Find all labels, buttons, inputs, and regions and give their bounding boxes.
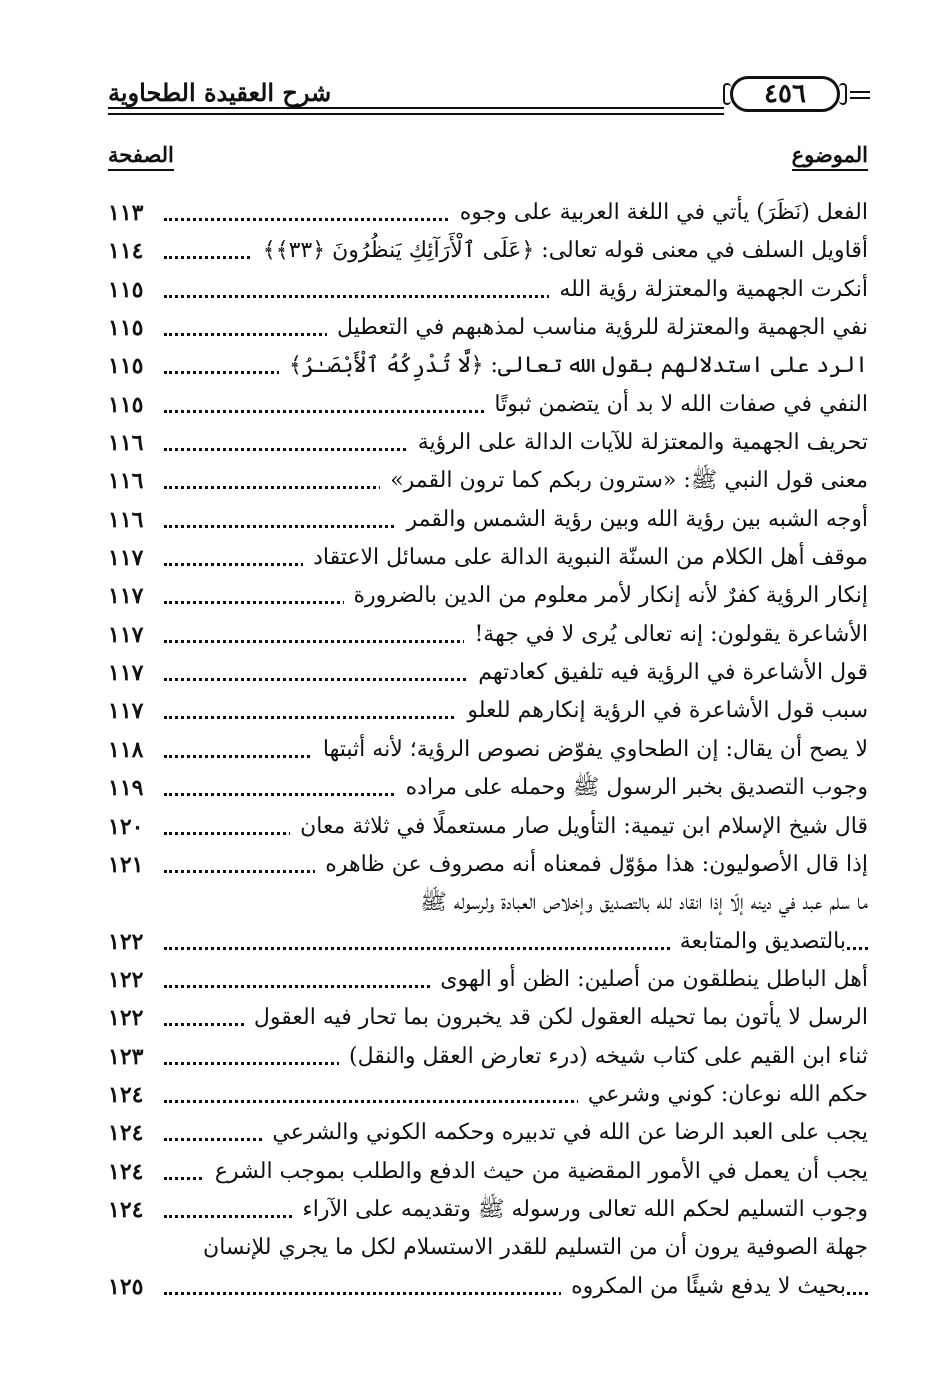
entry-page-number: ١١٦: [108, 462, 147, 500]
entry-title: معنى قول النبي ﷺ: «سترون ربكم كما ترون القمر»: [380, 462, 868, 500]
entry-page-number: ١١٤: [108, 232, 147, 270]
toc-entry: [108, 769, 868, 807]
toc-entry: [108, 501, 868, 539]
header-rule: [850, 91, 870, 93]
entry-title: قول الأشاعرة في الرؤية فيه تلفيق كعادتهم: [468, 654, 868, 692]
toc-entry: [108, 731, 868, 769]
entry-page-number: ١٢٤: [108, 1153, 147, 1191]
entry-title: تحريف الجهمية والمعتزلة للآيات الدالة على الرؤية: [408, 424, 868, 462]
entry-title: إذا قال الأصوليون: هذا مؤوّل فمعناه أنه مصروف عن ظاهره: [315, 846, 868, 884]
entry-title: الأشاعرة يقولون: إنه تعالى يُرى لا في جهة!: [464, 616, 868, 654]
header-rule: [108, 113, 724, 115]
header-rule: [850, 97, 870, 99]
entry-title: أهل الباطل ينطلقون من أصلين: الظن أو الهوى: [430, 961, 868, 999]
toc-entry: [108, 1229, 868, 1267]
toc-entry: [108, 1268, 868, 1306]
entry-title: النفي في صفات الله لا بد أن يتضمن ثبوتًا: [484, 386, 868, 424]
entry-title: إنكار الرؤية كفرٌ لأنه إنكار لأمر معلوم من الدين بالضرورة: [344, 577, 869, 615]
entry-page-number: ١٢٠: [108, 808, 147, 846]
toc-entry: [108, 808, 868, 846]
entry-page-number: ١١٥: [108, 347, 147, 385]
toc-entry: [108, 462, 868, 500]
toc-entry: [108, 1114, 868, 1152]
topic-column-heading: الموضوع: [792, 142, 868, 171]
entry-page-number: ١٢٥: [108, 1268, 147, 1306]
toc-entry: [108, 577, 868, 615]
entry-page-number: ١٢٤: [108, 1191, 147, 1229]
toc-entry: [108, 616, 868, 654]
entry-title: جهلة الصوفية يرون أن من التسليم للقدر الاستسلام لكل ما يجري للإنسان: [193, 1229, 868, 1267]
toc-entry: [108, 271, 868, 309]
toc-entry: [108, 1076, 868, 1114]
entry-title: يجب على العبد الرضا عن الله في تدبيره وحكمه الكوني والشرعي: [262, 1114, 868, 1152]
toc-entry: [108, 539, 868, 577]
entry-page-number: ١١٥: [108, 309, 147, 347]
toc-entry: [108, 846, 868, 884]
toc-entry: [108, 232, 868, 270]
entry-title: وجوب التصديق بخبر الرسول ﷺ وحمله على مراده: [396, 769, 868, 807]
entry-page-number: ١٢٣: [108, 1038, 147, 1076]
page-number: ٤٥٦: [764, 79, 806, 109]
column-headings: [108, 142, 868, 182]
toc-entry: [108, 309, 868, 347]
entry-page-number: ١١٧: [108, 692, 147, 730]
entry-title: سبب قول الأشاعرة في الرؤية إنكارهم للعلو: [457, 692, 868, 730]
entry-page-number: ١٢١: [108, 846, 147, 884]
toc-entry: [108, 884, 868, 922]
entry-title: نفي الجهمية والمعتزلة للرؤية مناسب لمذهبهم في التعطيل: [327, 309, 868, 347]
entry-page-number: ١١٧: [108, 616, 147, 654]
entry-page-number: ١٢٢: [108, 999, 147, 1037]
toc-entry: [108, 1153, 868, 1191]
header-rule: [108, 107, 724, 109]
entry-page-number: ١١٨: [108, 731, 147, 769]
entry-title: لا يصح أن يقال: إن الطحاوي يفوّض نصوص الرؤية؛ لأنه أثبتها: [313, 731, 868, 769]
toc-entry: [108, 999, 868, 1037]
entry-title: أقاويل السلف في معنى قوله تعالى: ﴿عَلَى ٱلْأَرَآئِكِ يَنظُرُونَ ﴿٣٣﴾﴾: [253, 232, 868, 270]
page-header: [108, 64, 868, 128]
toc-entry: [108, 347, 868, 385]
entry-title: أوجه الشبه بين رؤية الله وبين رؤية الشمس والقمر: [397, 501, 868, 539]
entry-page-number: ١١٧: [108, 577, 147, 615]
entry-page-number: ١١٧: [108, 654, 147, 692]
entry-page-number: ١١٦: [108, 501, 147, 539]
entry-title: موقف أهل الكلام من السنّة النبوية الدالة على مسائل الاعتقاد: [303, 539, 868, 577]
entry-title: وجوب التسليم لحكم الله تعالى ورسوله ﷺ وتقديمه على الآراء: [292, 1191, 868, 1229]
entry-page-number: ١٢٤: [108, 1114, 147, 1152]
entry-page-number: ١١٣: [108, 194, 147, 232]
entry-title: يجب أن يعمل في الأمور المقضية من حيث الدفع والطلب بموجب الشرع: [205, 1153, 868, 1191]
toc-entry: [108, 386, 868, 424]
entry-page-number: ١١٥: [108, 386, 147, 424]
page-number-badge: [730, 76, 840, 112]
toc-entry: [108, 692, 868, 730]
entry-title: الرد على استدلالهم بقول الله تعالى: ﴿لَّا تُدْرِكُهُ ٱلْأَبْصَـٰرُ﴾: [279, 347, 868, 385]
entry-title: ما سلم عبد في دينه إلّا إذا انقاد لله بالتصديق وإخلاص العبادة ولرسوله ﷺ: [410, 884, 868, 922]
toc-entries: [108, 194, 868, 1306]
entry-title: ثناء ابن القيم على كتاب شيخه (درء تعارض العقل والنقل): [339, 1038, 868, 1076]
entry-title: قال شيخ الإسلام ابن تيمية: التأويل صار مستعملًا في ثلاثة معان: [290, 808, 868, 846]
entry-page-number: ١٢٢: [108, 923, 147, 961]
entry-title: بحيث لا يدفع شيئًا من المكروه: [561, 1268, 846, 1306]
toc-entry: [108, 654, 868, 692]
entry-title: الفعل (نَظَرَ) يأتي في اللغة العربية على وجوه: [450, 194, 868, 232]
entry-title: بالتصديق والمتابعة: [670, 923, 846, 961]
toc-entry: [108, 424, 868, 462]
toc-entry: [108, 961, 868, 999]
running-title: شرح العقيدة الطحاوية: [108, 78, 332, 107]
toc-entry: [108, 1038, 868, 1076]
entry-page-number: ١١٧: [108, 539, 147, 577]
entry-title: أنكرت الجهمية والمعتزلة رؤية الله: [549, 271, 868, 309]
entry-page-number: ١٢٢: [108, 961, 147, 999]
toc-entry: [108, 923, 868, 961]
entry-page-number: ١١٩: [108, 769, 147, 807]
entry-page-number: ١٢٤: [108, 1076, 147, 1114]
entry-page-number: ١١٦: [108, 424, 147, 462]
page-column-heading: الصفحة: [108, 142, 174, 171]
toc-entry: [108, 194, 868, 232]
entry-page-number: ١١٥: [108, 271, 147, 309]
entry-title: حكم الله نوعان: كوني وشرعي: [578, 1076, 868, 1114]
toc-entry: [108, 1191, 868, 1229]
entry-title: الرسل لا يأتون بما تحيله العقول لكن قد يخبرون بما تحار فيه العقول: [244, 999, 868, 1037]
